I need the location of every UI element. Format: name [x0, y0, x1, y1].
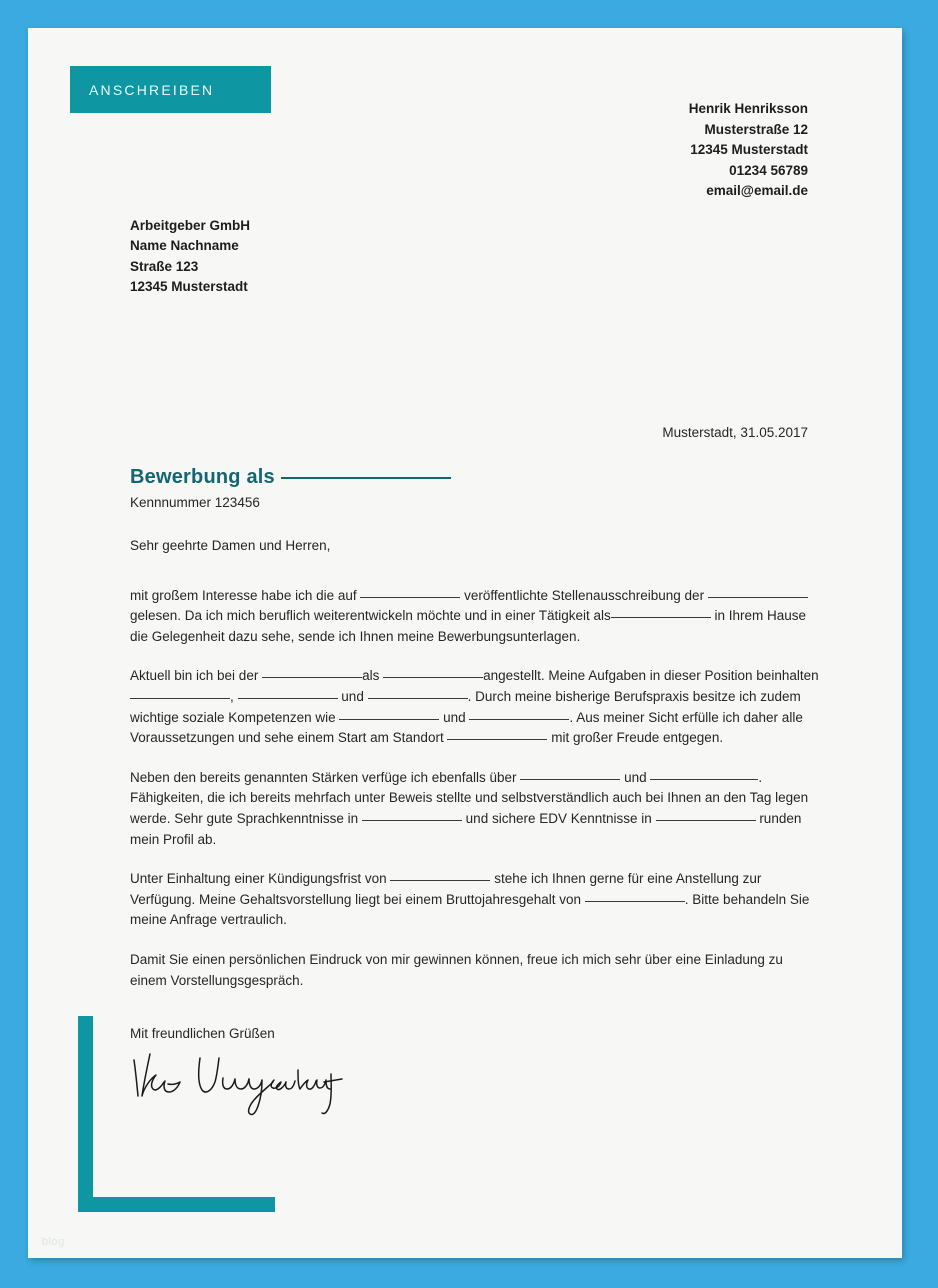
paragraph-4 — [130, 869, 820, 931]
p3-text-a: Neben den bereits genannten Stärken verfüge ich ebenfalls über — [130, 769, 517, 785]
blank-field-strength-1 — [520, 768, 620, 780]
p2-text-c: angestellt. Meine Aufgaben in dieser Position beinhalten — [483, 668, 819, 684]
blank-field-current-role — [383, 666, 483, 678]
p1-text-a: mit großem Interesse habe ich die auf — [130, 587, 357, 603]
p3-text-d: und sichere EDV Kenntnisse in — [465, 810, 652, 826]
p2-text-a: Aktuell bin ich bei der — [130, 668, 259, 684]
blank-field-task-3 — [368, 687, 468, 699]
paragraph-1 — [130, 586, 820, 648]
subject-section — [130, 466, 830, 510]
p4-text-c: . Bitte behandeln Sie meine Anfrage vertraulich. — [130, 891, 810, 928]
p2-text-b: als — [362, 668, 380, 684]
blank-field-task-2 — [238, 687, 338, 699]
paragraph-3 — [130, 768, 820, 850]
blank-field-skill-2 — [469, 708, 569, 720]
recipient-contact: Name Nachname — [130, 238, 239, 254]
p3-text-b: und — [624, 769, 647, 785]
blank-field-current-employer — [262, 666, 362, 678]
sender-name: Henrik Henriksson — [688, 101, 808, 116]
blank-field-publication-date — [360, 586, 460, 598]
blank-field-company-source — [708, 586, 808, 598]
blank-field-software — [656, 809, 756, 821]
p1-text-b: veröffentlichte Stellenausschreibung der — [464, 587, 705, 603]
blank-field-skill-1 — [339, 708, 439, 720]
subject-title: Bewerbung als — [130, 466, 275, 488]
p1-text-c: gelesen. Da ich mich beruflich weiterentwickeln möchte und in einer Tätigkeit als — [130, 608, 611, 624]
subject-line — [130, 466, 830, 489]
paragraph-2 — [130, 666, 820, 748]
p2-text-g: und — [443, 709, 466, 725]
blank-field-position — [611, 606, 711, 618]
blank-field-strength-2 — [650, 768, 758, 780]
sender-address-block — [689, 99, 808, 202]
p2-text-h: . Aus meiner Sicht erfülle ich daher alle Voraussetzungen und sehe einem Start am Standort — [130, 709, 803, 746]
sender-street: Musterstraße 12 — [704, 121, 808, 137]
p4-text-a: Unter Einhaltung einer Kündigungsfrist von — [130, 871, 387, 887]
p2-text-i: mit großer Freude entgegen. — [551, 730, 724, 746]
salutation: Sehr geehrte Damen und Herren, — [130, 538, 331, 553]
recipient-street: Straße 123 — [130, 258, 199, 274]
p3-text-e: runden mein Profil ab. — [130, 810, 802, 847]
recipient-city: 12345 Musterstadt — [130, 278, 248, 294]
closing-line: Mit freundlichen Grüßen — [130, 1026, 275, 1041]
document-type-badge — [70, 66, 271, 113]
p1-text-d: in Ihrem Hause die Gelegenheit dazu sehe, sende ich Ihnen meine Bewerbungsunterlagen. — [130, 608, 807, 644]
place-and-date: Musterstadt, 31.05.2017 — [662, 425, 808, 440]
sender-email: email@email.de — [706, 183, 808, 199]
p2-text-d: , — [230, 688, 234, 704]
blank-field-location — [447, 728, 547, 740]
letter-body — [130, 536, 820, 991]
blank-field-language — [362, 809, 462, 821]
watermark-label: blog — [42, 1236, 65, 1248]
recipient-company: Arbeitgeber GmbH — [130, 218, 251, 233]
p3-text-c: . Fähigkeiten, die ich bereits mehrfach unter Beweis stellte und selbstverständlich auch bei Ihnen an den Tag legen werde. Sehr gute Sprachkenntnisse in — [130, 769, 809, 826]
signature-image — [128, 1048, 358, 1123]
p2-text-e: und — [341, 688, 364, 704]
subject-blank-rule — [281, 477, 451, 479]
letter-page — [28, 28, 902, 1258]
p2-text-f: . Durch meine bisherige Berufspraxis besitze ich zudem wichtige soziale Kompetenzen wie — [130, 688, 801, 725]
blank-field-task-1 — [130, 687, 230, 699]
corner-bracket-vertical — [78, 1016, 93, 1212]
p4-text-b: stehe ich Ihnen gerne für eine Anstellung zur Verfügung. Meine Gehaltsvorstellung liegt bei einem Bruttojahresgehalt von — [130, 871, 762, 907]
sender-city: 12345 Musterstadt — [690, 142, 808, 158]
paragraph-5: Damit Sie einen persönlichen Eindruck von mir gewinnen können, freue ich mich sehr über eine Einladung zu einem Vorstellungsgespräch. — [130, 951, 783, 988]
recipient-address-block — [130, 216, 250, 297]
reference-number: Kennnummer 123456 — [130, 495, 260, 510]
blank-field-salary — [585, 890, 685, 902]
document-type-label: anschreiben — [89, 78, 215, 100]
corner-bracket-horizontal — [78, 1197, 275, 1212]
blank-field-notice-period — [390, 869, 490, 881]
sender-phone: 01234 56789 — [729, 162, 808, 178]
